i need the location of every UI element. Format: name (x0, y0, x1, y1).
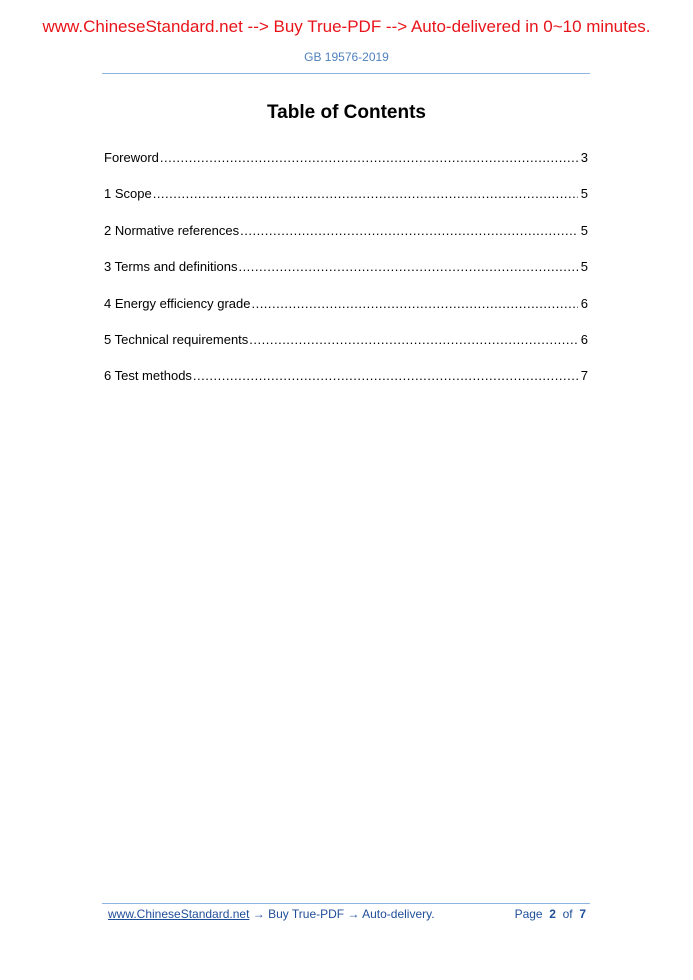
toc-entry-label: 3 Terms and definitions (104, 259, 238, 275)
page-current: 2 (549, 907, 556, 921)
document-code: GB 19576-2019 (304, 50, 389, 64)
toc-entry-page: 7 (580, 368, 588, 384)
dot-leader (251, 296, 577, 311)
of-word: of (562, 907, 573, 921)
toc-entry-page: 3 (580, 150, 588, 165)
toc-entry-label: Foreword (104, 150, 159, 165)
dot-leader (240, 223, 578, 238)
toc-entry-label: 1 Scope (104, 186, 152, 202)
dot-leader (238, 259, 577, 274)
toc-entry-foreword[interactable] (104, 150, 588, 186)
toc-entry-page: 6 (580, 295, 588, 311)
toc-entry-energy-efficiency-grade[interactable] (104, 296, 588, 332)
toc-entry-page: 5 (580, 222, 588, 238)
dot-leader (193, 368, 578, 383)
toc-entry-page: 5 (580, 186, 588, 202)
footer-tagline: → Buy True-PDF → Auto-delivery. (249, 907, 435, 921)
toc-entry-scope[interactable] (104, 186, 588, 222)
dot-leader (249, 332, 577, 347)
toc-entry-technical-requirements[interactable] (104, 332, 588, 368)
toc-entry-test-methods[interactable] (104, 368, 588, 404)
page-title: Table of Contents (266, 102, 427, 123)
toc-entry-label: 4 Energy efficiency grade (104, 295, 251, 311)
page-total: 7 (579, 907, 586, 921)
page-footer (108, 907, 586, 921)
dot-leader (160, 150, 578, 165)
footer-site-link[interactable]: www.ChineseStandard.net (108, 907, 250, 921)
toc-entry-normative-references[interactable] (104, 223, 588, 259)
header-divider (102, 73, 590, 74)
toc-entry-label: 6 Test methods (104, 368, 192, 384)
toc-entry-label: 5 Technical requirements (104, 331, 249, 347)
toc-entry-page: 5 (580, 259, 588, 275)
table-of-contents (104, 150, 588, 405)
toc-entry-terms-and-definitions[interactable] (104, 259, 588, 295)
dot-leader (153, 186, 578, 201)
toc-entry-label: 2 Normative references (104, 222, 240, 238)
page-word: Page (514, 907, 543, 921)
page-indicator (515, 907, 586, 921)
footer-divider (102, 903, 590, 904)
toc-entry-page: 6 (580, 331, 588, 347)
promo-banner: www.ChineseStandard.net --> Buy True-PDF --> Auto-delivered in 0~10 minutes. (42, 17, 651, 36)
